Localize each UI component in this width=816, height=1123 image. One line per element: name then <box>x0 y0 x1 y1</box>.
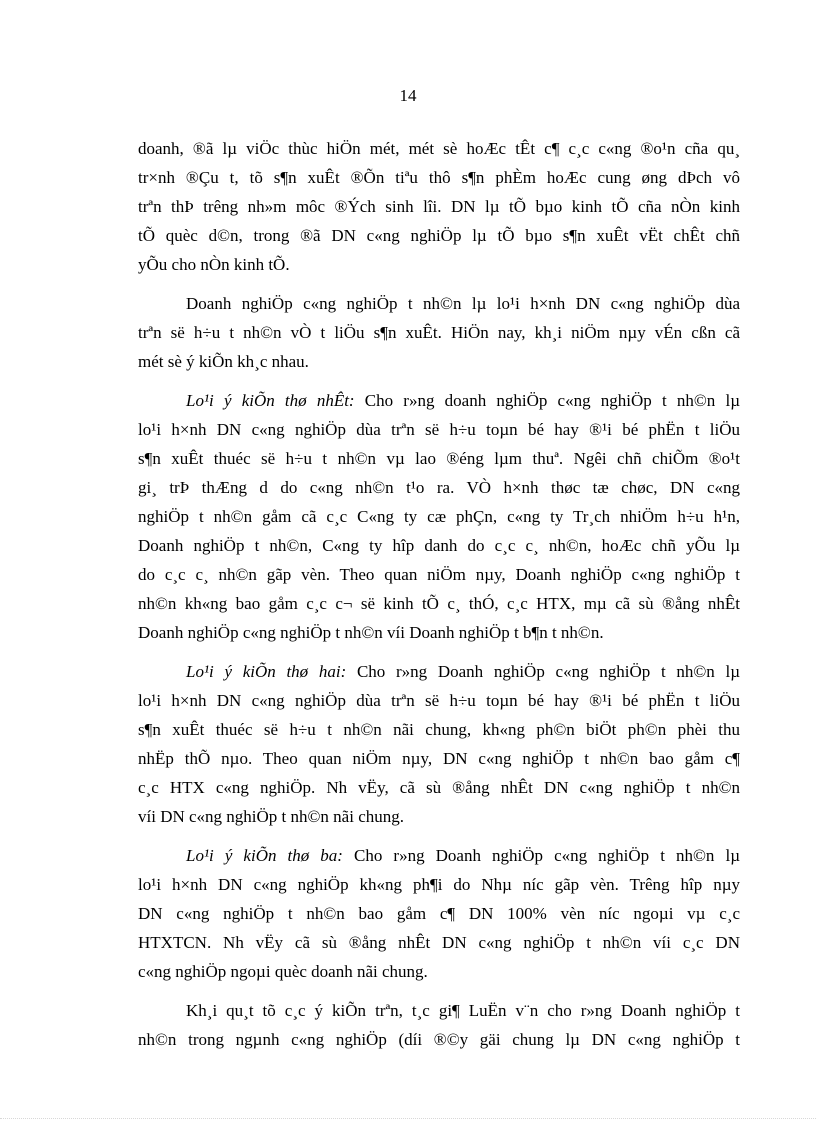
text-line: tr×nh ®Çu t, tõ s¶n xuÊt ®Õn tiªu thô s¶n phÈm hoÆc cung øng dÞch vô <box>138 168 740 187</box>
paragraph <box>138 841 740 986</box>
text-line: Kh¸i qu¸t tõ c¸c ý kiÕn trªn, t¸c gi¶ LuËn v¨n cho r»ng Doanh nghiÖp t <box>186 1001 740 1020</box>
text-line: lo¹i h×nh DN c«ng nghiÖp dùa trªn së h÷u toµn bé hay ®¹i bé phËn t liÖu <box>138 420 740 439</box>
text-line: nh©n trong ngµnh c«ng nghiÖp (díi ®©y gäi chung lµ DN c«ng nghiÖp t <box>138 1030 740 1049</box>
text-line: trªn së h÷u t nh©n vÒ t liÖu s¶n xuÊt. HiÖn nay, kh¸i niÖm nµy vÉn cßn cã <box>138 323 740 342</box>
paragraph <box>138 657 740 831</box>
text-line: Doanh nghiÖp c«ng nghiÖp t nh©n lµ lo¹i h×nh DN c«ng nghiÖp dùa <box>186 294 740 313</box>
text-line: gi¸ trÞ thÆng d do c«ng nh©n t¹o ra. VÒ h×nh thøc tæ chøc, DN c«ng <box>138 478 740 497</box>
opinion-heading: Lo¹i ý kiÕn thø ba: <box>186 846 343 865</box>
text-line: nghiÖp t nh©n gåm cã c¸c C«ng ty cæ phÇn, c«ng ty Tr¸ch nhiÖm h÷u h¹n, <box>138 507 740 526</box>
text-line: doanh, ®ã lµ viÖc thùc hiÖn mét, mét sè hoÆc tÊt c¶ c¸c c«ng ®o¹n cña qu¸ <box>138 139 740 158</box>
text-line <box>138 841 740 870</box>
text-line: mét sè ý kiÕn kh¸c nhau. <box>138 352 309 371</box>
opinion-heading: Lo¹i ý kiÕn thø hai: <box>186 662 347 681</box>
text-line: Doanh nghiÖp c«ng nghiÖp t nh©n víi Doanh nghiÖp t b¶n t nh©n. <box>138 623 604 642</box>
text-line: HTXTCN. Nh vËy cã sù ®ång nhÊt DN c«ng nghiÖp t nh©n víi c¸c DN <box>138 933 740 952</box>
text-line: s¶n xuÊt thuéc së h÷u t nh©n vµ lao ®éng lµm thuª. Ngêi chñ chiÕm ®o¹t <box>138 449 740 468</box>
text-line: c¸c HTX c«ng nghiÖp. Nh vËy, cã sù ®ång nhÊt DN c«ng nghiÖp t nh©n <box>138 778 740 797</box>
text-line: lo¹i h×nh DN c«ng nghiÖp kh«ng ph¶i do Nhµ níc gãp vèn. Trêng hîp nµy <box>138 875 740 894</box>
text-line: víi DN c«ng nghiÖp t nh©n nãi chung. <box>138 807 404 826</box>
text-line: do c¸c c¸ nh©n gãp vèn. Theo quan niÖm nµy, Doanh nghiÖp c«ng nghiÖp t <box>138 565 740 584</box>
text-line: lo¹i h×nh DN c«ng nghiÖp dùa trªn së h÷u toµn bé hay ®¹i bé phËn t liÖu <box>138 691 740 710</box>
paragraph <box>138 386 740 647</box>
page-number: 14 <box>399 86 417 105</box>
text-line: nh©n kh«ng bao gåm c¸c c¬ së kinh tÕ c¸ thÓ, c¸c HTX, mµ cã sù ®ång nhÊt <box>138 594 740 613</box>
text-line: Doanh nghiÖp t nh©n, C«ng ty hîp danh do c¸c c¸ nh©n, hoÆc chñ yÕu lµ <box>138 536 740 555</box>
text-line: c«ng nghiÖp ngoµi quèc doanh nãi chung. <box>138 962 428 981</box>
paragraph <box>138 134 740 279</box>
opinion-heading: Lo¹i ý kiÕn thø nhÊt: <box>186 391 355 410</box>
line-text: Cho r»ng Doanh nghiÖp c«ng nghiÖp t nh©n lµ <box>346 662 740 681</box>
paragraph <box>138 289 740 376</box>
text-line <box>138 386 740 415</box>
text-line: s¶n xuÊt thuéc së h÷u t nh©n nãi chung, kh«ng ph©n biÖt ph©n phèi thu <box>138 720 740 739</box>
line-text: Cho r»ng doanh nghiÖp c«ng nghiÖp t nh©n lµ <box>354 391 740 410</box>
text-line: DN c«ng nghiÖp t nh©n bao gåm c¶ DN 100% vèn níc ngoµi vµ c¸c <box>138 904 740 923</box>
text-line: yÕu cho nÒn kinh tÕ. <box>138 255 290 274</box>
page-bottom-divider <box>0 1118 816 1119</box>
text-line: trªn thÞ trêng nh»m môc ®Ých sinh lîi. DN lµ tÕ bµo kinh tÕ cña nÒn kinh <box>138 197 740 216</box>
line-text: Cho r»ng Doanh nghiÖp c«ng nghiÖp t nh©n lµ <box>342 846 740 865</box>
text-line: nhËp thÕ nµo. Theo quan niÖm nµy, DN c«ng nghiÖp t nh©n bao gåm c¶ <box>138 749 740 768</box>
text-line: tÕ quèc d©n, trong ®ã DN c«ng nghiÖp lµ tÕ bµo s¶n xuÊt vËt chÊt chñ <box>138 226 740 245</box>
body-text <box>138 134 740 1064</box>
paragraph <box>138 996 740 1054</box>
text-line <box>138 657 740 686</box>
